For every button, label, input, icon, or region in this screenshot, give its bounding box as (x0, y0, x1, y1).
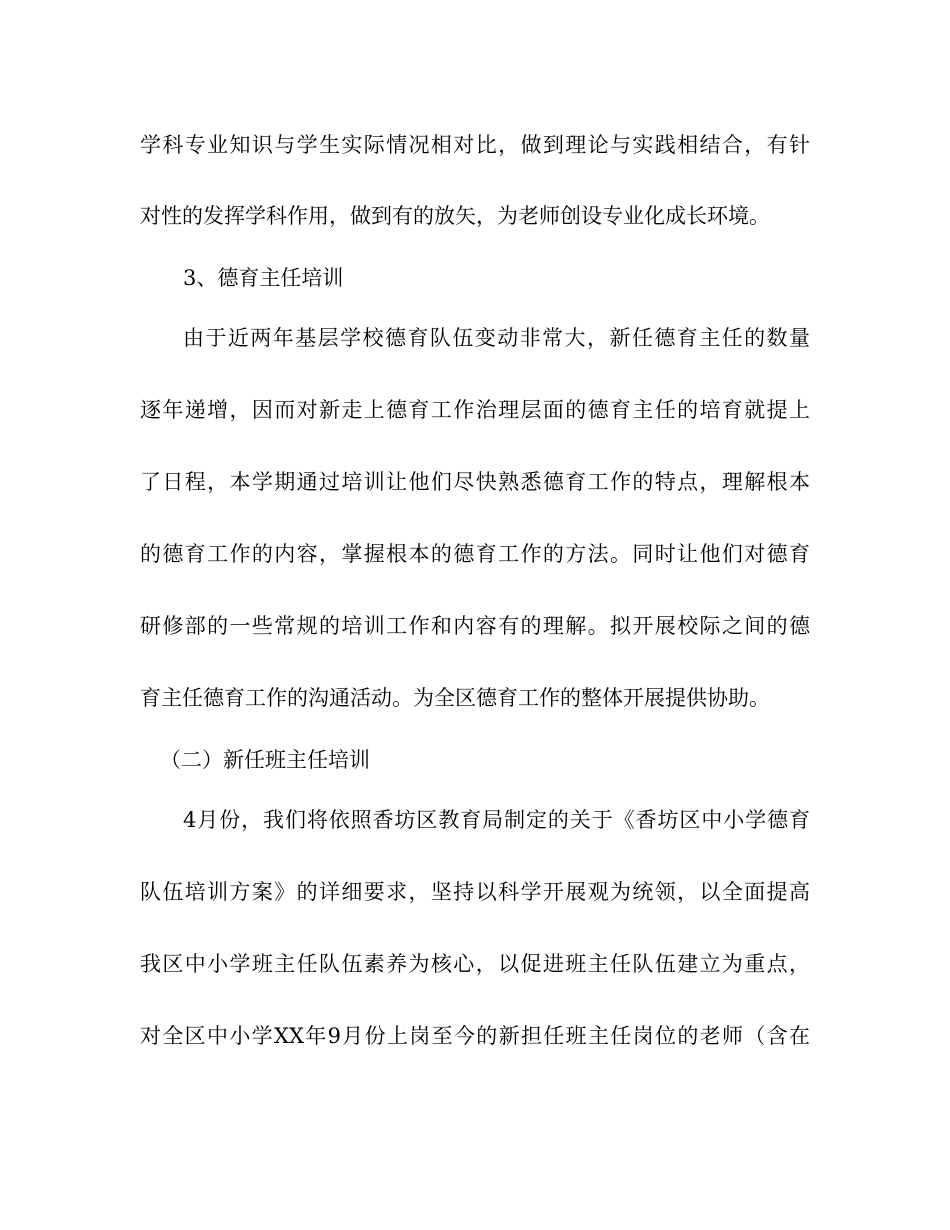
body-line: 研修部的一些常规的培训工作和内容有的理解。拟开展校际之间的德 (140, 614, 810, 638)
body-line: 了日程，本学期通过培训让他们尽快熟悉德育工作的特点，理解根本 (140, 470, 810, 494)
body-line: 我区中小学班主任队伍素养为核心，以促进班主任队伍建立为重点， (140, 952, 810, 976)
body-line: 4月份，我们将依照香坊区教育局制定的关于《香坊区中小学德育 (183, 808, 810, 832)
section-heading: 3、德育主任培训 (183, 266, 344, 290)
body-line: 对性的发挥学科作用，做到有的放矢，为老师创设专业化成长环境。 (140, 204, 770, 228)
body-line: 逐年递增，因而对新走上德育工作治理层面的德育主任的培育就提上 (140, 398, 810, 422)
body-line: 对全区中小学XX年9月份上岗至今的新担任班主任岗位的老师（含在 (140, 1024, 810, 1048)
body-line: 育主任德育工作的沟通活动。为全区德育工作的整体开展提供协助。 (140, 686, 770, 710)
section-heading: （二）新任班主任培训 (160, 748, 370, 772)
body-line: 学科专业知识与学生实际情况相对比，做到理论与实践相结合，有针 (140, 133, 810, 157)
body-line: 队伍培训方案》的详细要求，坚持以科学开展观为统领，以全面提高 (140, 880, 810, 904)
body-line: 由于近两年基层学校德育队伍变动非常大，新任德育主任的数量 (183, 326, 810, 350)
body-line: 的德育工作的内容，掌握根本的德育工作的方法。同时让他们对德育 (140, 542, 810, 566)
